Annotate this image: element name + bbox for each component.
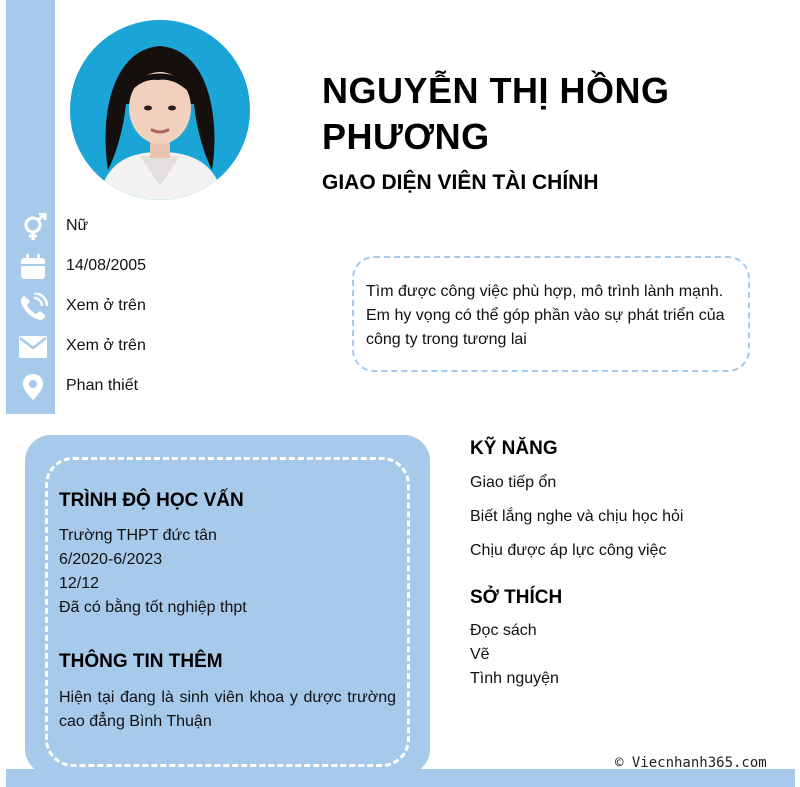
extra-info-title: THÔNG TIN THÊM — [59, 651, 223, 672]
calendar-icon — [18, 253, 48, 281]
birthdate-value: 14/08/2005 — [66, 257, 147, 274]
skill-item: Chịu được áp lực công việc — [470, 542, 667, 559]
education-period: 6/2020-6/2023 — [59, 551, 163, 568]
contact-address — [0, 372, 300, 402]
mail-icon — [18, 333, 48, 361]
email-value: Xem ở trên — [66, 337, 146, 354]
education-diploma: Đã có bằng tốt nghiệp thpt — [59, 599, 247, 616]
contact-phone — [0, 292, 300, 322]
avatar — [70, 20, 250, 200]
skill-item: Biết lắng nghe và chịu học hỏi — [470, 508, 684, 525]
education-grade: 12/12 — [59, 575, 100, 592]
contact-email — [0, 332, 300, 362]
phone-icon — [18, 293, 48, 321]
bottom-accent-bar — [6, 769, 795, 787]
hobbies-title: SỞ THÍCH — [470, 587, 563, 608]
skills-title: KỸ NĂNG — [470, 438, 558, 459]
address-value: Phan thiết — [66, 377, 139, 394]
hobby-item: Vẽ — [470, 646, 490, 663]
education-title: TRÌNH ĐỘ HỌC VẤN — [59, 490, 244, 511]
location-pin-icon — [18, 373, 48, 401]
hobby-item: Tình nguyện — [470, 670, 559, 687]
skill-item: Giao tiếp ổn — [470, 474, 557, 491]
phone-value: Xem ở trên — [66, 297, 146, 314]
gender-icon — [18, 213, 48, 241]
candidate-name: NGUYỄN THỊ HỒNG PHƯƠNG — [322, 70, 670, 157]
portrait-photo — [70, 20, 250, 200]
hobby-item: Đọc sách — [470, 622, 537, 639]
career-objective: Tìm được công việc phù hợp, mô trình lành mạnh. Em hy vọng có thể góp phần vào sự phát triển của công ty trong tương lai — [352, 256, 750, 372]
education-school: Trường THPT đức tân — [59, 527, 217, 544]
contact-birthdate — [0, 252, 300, 282]
extra-info-text: Hiện tại đang là sinh viên khoa y dược trường cao đẳng Bình Thuận — [59, 689, 396, 730]
gender-value: Nữ — [66, 217, 89, 234]
watermark: © Viecnhanh365.com — [615, 755, 767, 771]
job-title: GIAO DIỆN VIÊN TÀI CHÍNH — [322, 171, 599, 194]
contact-gender — [0, 212, 300, 242]
